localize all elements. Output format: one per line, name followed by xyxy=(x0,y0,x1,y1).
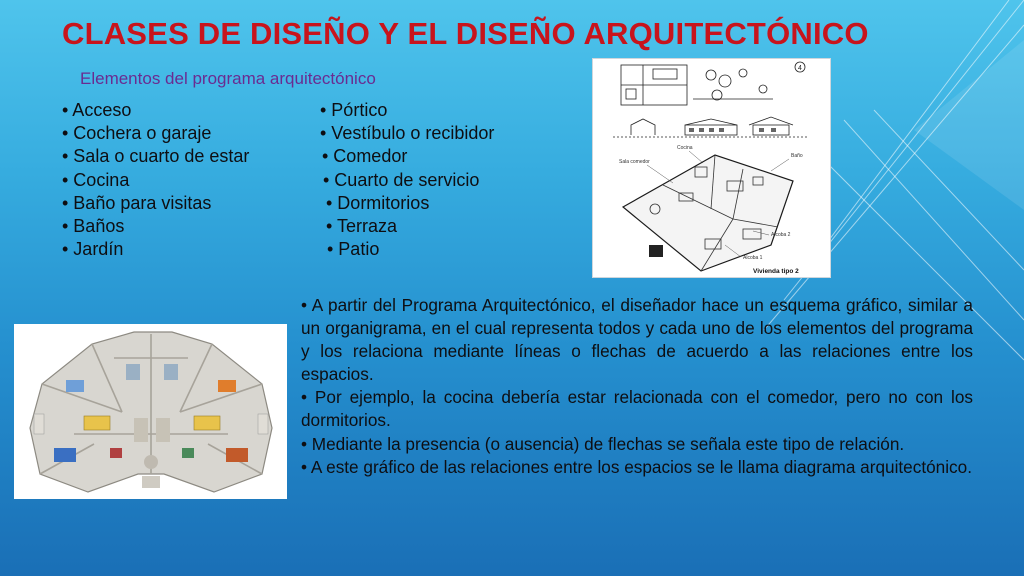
plan-label-cocina: Cocina xyxy=(677,145,693,151)
list-item: • Baño para visitas xyxy=(62,192,212,213)
list-item: • Cochera o garaje xyxy=(62,123,212,144)
architectural-model-image xyxy=(14,324,287,499)
architectural-plan-image xyxy=(592,58,831,278)
list-item: • Cocina xyxy=(62,169,130,190)
explanation-text xyxy=(301,294,973,479)
plan-caption: Vivienda tipo 2 xyxy=(753,268,799,275)
list-item: • Sala o cuarto de estar xyxy=(62,146,250,167)
list-item: • Baños xyxy=(62,215,125,236)
plan-label-bano: Baño xyxy=(791,153,803,159)
plan-label-alcoba-1: Alcoba 1 xyxy=(743,255,763,261)
list-item: • Acceso xyxy=(62,100,132,120)
list-item: • Pórtico xyxy=(320,100,388,120)
list-item: • Comedor xyxy=(322,146,408,167)
plan-figure-number: 4 xyxy=(798,65,802,72)
plan-label-alcoba-2: Alcoba 2 xyxy=(771,232,791,238)
plan-label-sala-comedor: Sala comedor xyxy=(619,159,650,165)
slide-subtitle: Elementos del programa arquitectónico xyxy=(80,69,376,88)
list-item: • Cuarto de servicio xyxy=(323,169,480,190)
program-elements-left-list xyxy=(62,99,249,261)
list-item: • Terraza xyxy=(326,215,397,236)
paragraph: • Por ejemplo, la cocina debería estar relacionada con el comedor, pero no con los dormitorios. xyxy=(301,387,973,431)
list-item: • Vestíbulo o recibidor xyxy=(320,123,495,144)
program-elements-right-list xyxy=(320,99,494,261)
list-item: • Dormitorios xyxy=(326,192,430,213)
slide-title: CLASES DE DISEÑO Y EL DISEÑO ARQUITECTÓNICO xyxy=(62,16,869,51)
paragraph: • A este gráfico de las relaciones entre los espacios se le llama diagrama arquitectónico. xyxy=(301,456,972,477)
list-item: • Patio xyxy=(327,239,380,260)
paragraph: • A partir del Programa Arquitectónico, el diseñador hace un esquema gráfico, similar a un organigrama, en el cual representa todos y cada uno de los elementos del programa y los relaciona mediante líneas o flechas de acuerdo a las relaciones entre los espacios. xyxy=(301,295,973,385)
paragraph: • Mediante la presencia (o ausencia) de flechas se señala este tipo de relación. xyxy=(301,433,905,454)
list-item: • Jardín xyxy=(62,239,124,260)
